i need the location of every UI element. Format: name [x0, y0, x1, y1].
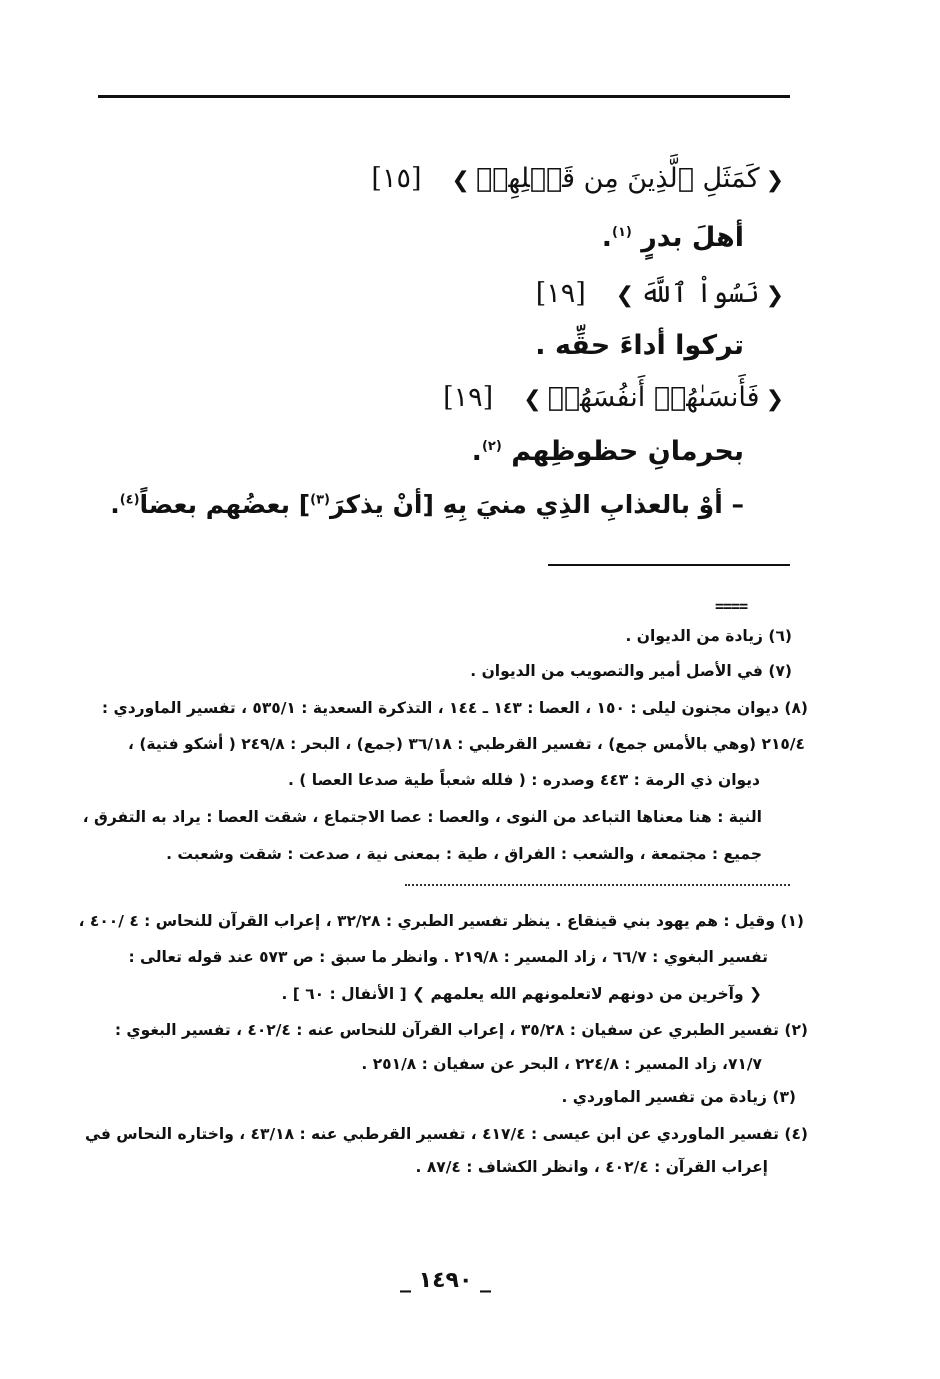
dotted-divider	[405, 884, 790, 886]
separator-mark: ====	[715, 597, 748, 615]
footnote-1: (١) وقيل : هم يهود بني قينقاع . ينظر تفسير الطبري : ٣٢/٢٨ ، إعراب القرآن للنحاس : ٤ /٤٠٠ ،	[78, 912, 804, 930]
footnote-prev-8-cont: النية : هنا معناها التباعد من النوى ، والعصا : عصا الاجتماع ، شقت العصا : يراد به التفرق ،	[82, 808, 762, 826]
footnote-rule	[548, 564, 790, 566]
footnote-3: (٣) زيادة من تفسير الماوردي .	[561, 1088, 796, 1106]
gloss-line-4	[110, 490, 744, 519]
verse-ref: [١٩]	[443, 382, 494, 413]
top-rule	[98, 95, 790, 98]
footnote-4: (٤) تفسير الماوردي عن ابن عيسى : ٤١٧/٤ ، تفسير القرطبي عنه : ٤٣/١٨ ، واختاره النحاس في	[85, 1125, 808, 1143]
footnote-prev-8-cont: ديوان ذي الرمة : ٤٤٣ وصدره : ( فلله شعباً طية صدعا العصا ) .	[288, 771, 760, 789]
verse-text: نَسُواْ ٱللَّهَ	[640, 278, 760, 309]
footnote-prev-8: (٨) ديوان مجنون ليلى : ١٥٠ ، العصا : ١٤٣ ـ ١٤٤ ، التذكرة السعدية : ٥٣٥/١ ، تفسير الماوردي :	[101, 699, 808, 717]
verse-text: فَأَنسَىٰهُمۡ أَنفُسَهُمۡ	[547, 382, 760, 413]
footnote-prev-8-cont: ٢١٥/٤ (وهي بالأمس جمع) ، تفسير القرطبي : ٣٦/١٨ (جمع) ، البحر : ٢٤٩/٨ ( أشكو فتية) ،	[128, 735, 805, 753]
footnote-ref: (٤)	[119, 492, 140, 508]
ornament-close-icon: ❯	[451, 168, 470, 193]
footnote-prev-8-cont: جميع : مجتمعة ، والشعب : الفراق ، طية : بمعنى نية ، صدعت : شقت وشعبت .	[166, 845, 762, 863]
footnote-ref: (٢)	[481, 439, 502, 454]
footnote-prev-6: (٦) زيادة من الديوان .	[625, 627, 792, 645]
footnote-1-cont: ❮ وآخرين من دونهم لاتعلمونهم الله يعلمهم ❯ [ الأنفال : ٦٠ ] .	[281, 985, 762, 1003]
gloss-line-2	[535, 330, 744, 361]
ornament-close-icon: ❯	[615, 283, 635, 308]
footnote-prev-7: (٧) في الأصل أمير والتصويب من الديوان .	[470, 662, 792, 680]
verse-ref: [١٥]	[371, 163, 422, 194]
gloss-end: .	[601, 222, 612, 253]
ornament-open-icon: ❮	[765, 283, 784, 308]
gloss-text: ] بعضُهم بعضاً	[139, 490, 311, 519]
ornament-open-icon: ❮	[765, 387, 784, 412]
footnote-4-cont: إعراب القرآن : ٤٠٢/٤ ، وانظر الكشاف : ٨٧/٤ .	[415, 1158, 768, 1176]
gloss-end: .	[471, 436, 482, 467]
footnote-2-cont: ٧١/٧، زاد المسير : ٢٢٤/٨ ، البحر عن سفيان : ٢٥١/٨ .	[361, 1055, 762, 1073]
gloss-end: .	[110, 490, 120, 519]
gloss-text: أهلَ بدرٍ	[641, 222, 744, 253]
gloss-line-1	[602, 222, 744, 253]
verse-line-1	[371, 163, 790, 194]
verse-ref: [١٩]	[535, 278, 586, 309]
footnote-2: (٢) تفسير الطبري عن سفيان : ٣٥/٢٨ ، إعراب القرآن للنحاس عنه : ٤٠٢/٤ ، تفسير البغوي :	[114, 1021, 808, 1039]
gloss-text: – أوْ بالعذابِ الذِي منيَ بِهِ [أنْ يذكرَ	[329, 490, 744, 519]
ornament-open-icon: ❮	[765, 168, 784, 193]
footnote-ref: (١)	[611, 225, 632, 240]
gloss-text: بحرمانِ حظوظِهم	[511, 436, 744, 467]
footnote-1-cont: تفسير البغوي : ٦٦/٧ ، زاد المسير : ٢١٩/٨ . وانظر ما سبق : ص ٥٧٣ عند قوله تعالى :	[128, 948, 768, 966]
ornament-close-icon: ❯	[523, 387, 542, 412]
gloss-line-3	[472, 436, 744, 467]
gloss-text: تركوا أداءَ حقِّه .	[535, 330, 744, 361]
verse-text: كَمَثَلِ ٱلَّذِينَ مِن قَبۡلِهِمۡ	[475, 163, 760, 194]
verse-line-2	[536, 278, 790, 309]
footnote-ref: (٣)	[310, 492, 330, 508]
verse-line-3	[443, 382, 790, 413]
page-number: _ ١٤٩٠ _	[400, 1268, 492, 1293]
